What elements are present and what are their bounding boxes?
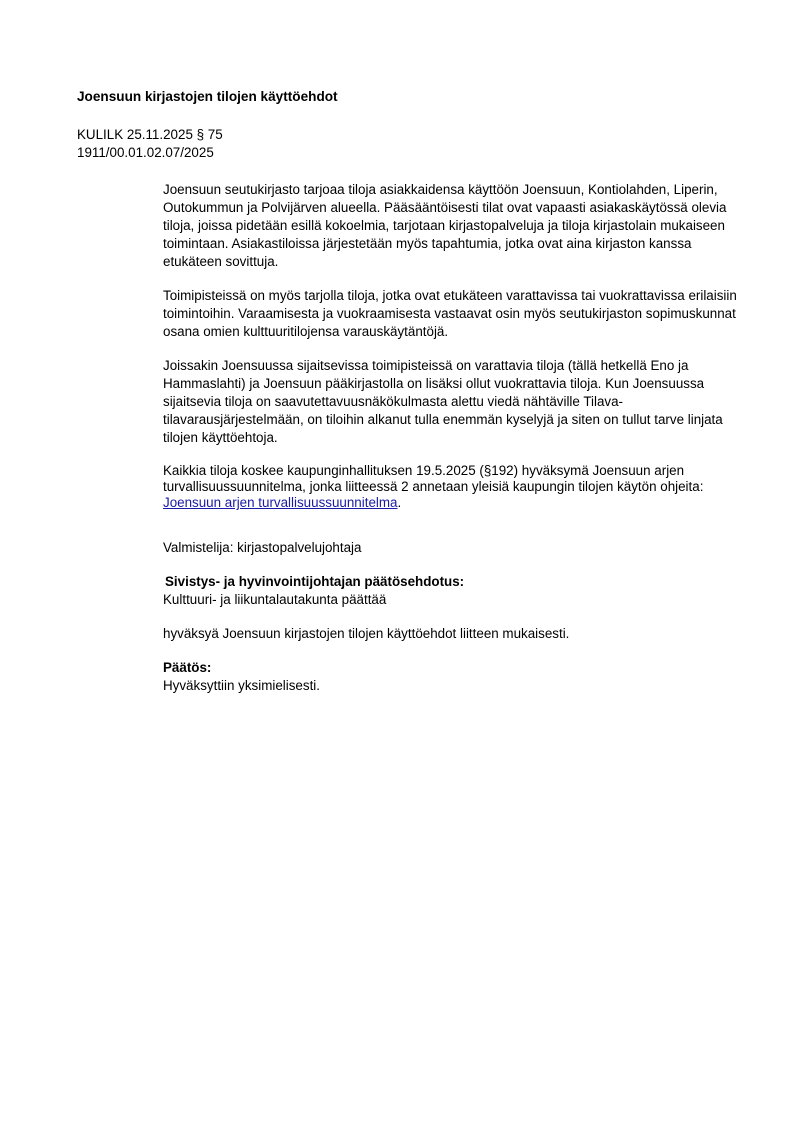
reference-block [77,126,223,162]
paragraph-intro: Joensuun seutukirjasto tarjoaa tiloja asiakkaidensa käyttöön Joensuun, Kontiolahden, Liperin, Outokummun ja Polvijärven alueella. Pääsääntöisesti tilat ovat vapaasti asiakaskäytössä olevia tiloja, joissa pidetään esillä kokoelmia, tarjotaan kirjastopalveluja ja tiloja kirjastolain mukaiseen toimintaan. Asiakastiloissa järjestetään myös tapahtumia, jotka ovat aina kirjaston kanssa etukäteen sovittuja. [163,182,727,269]
safety-plan-end: . [397,495,402,510]
meeting-reference: KULILK 25.11.2025 § 75 [77,127,223,142]
safety-plan-link[interactable]: Joensuun arjen turvallisuussuunnitelma [163,495,398,510]
proposal-heading: Sivistys- ja hyvinvointijohtajan päätösehdotus: [165,574,465,589]
preparer-line: Valmistelija: kirjastopalvelujohtaja [163,540,362,555]
record-number: 1911/00.01.02.07/2025 [77,145,214,160]
paragraph-joensuu-spaces: Joissakin Joensuussa sijaitsevissa toimipisteissä on varattavia tiloja (tällä hetkellä Eno ja Hammaslahti) ja Joensuun pääkirjastolla on lisäksi ollut vuokrattavia tiloja. Kun Joensuussa sijaitsevia tiloja on saavutettavuusnäkökulmasta alettu viedä nähtäville Tilava-tilavarausjärjestelmään, on tiloihin alkanut tulla enemmän kyselyjä ja siten on tullut tarve linjata tilojen käyttöehtoja. [163,358,723,445]
decision-body: Hyväksyttiin yksimielisesti. [163,678,320,693]
proposal-line: Kulttuuri- ja liikuntalautakunta päättää [163,592,387,607]
paragraph-bookable-spaces: Toimipisteissä on myös tarjolla tiloja, jotka ovat etukäteen varattavissa tai vuokrattavissa erilaisiin toimintoihin. Varaamisesta ja vuokraamisesta vastaavat osin myös seutukirjaston sopimuskunnat osana omien kulttuuritilojensa varauskäytäntöjä. [163,288,737,339]
decision-heading: Päätös: [163,660,212,675]
document-body [163,181,743,695]
document-title: Joensuun kirjastojen tilojen käyttöehdot [77,89,338,104]
paragraph-safety-plan [163,463,743,511]
proposal-body: hyväksyä Joensuun kirjastojen tilojen käyttöehdot liitteen mukaisesti. [163,626,570,641]
safety-plan-text: Kaikkia tiloja koskee kaupunginhallituksen 19.5.2025 (§192) hyväksymä Joensuun arjen turvallisuussuunnitelma, jonka liitteessä 2 annetaan yleisiä kaupungin tilojen käytön ohjeita: [163,463,704,494]
